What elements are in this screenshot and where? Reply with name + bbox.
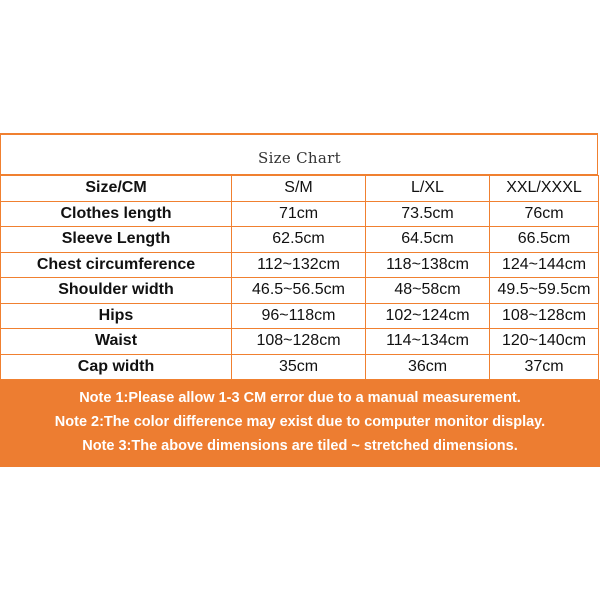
- table-cell: 46.5~56.5cm: [232, 278, 366, 304]
- header-cell-lxl: L/XL: [366, 176, 490, 202]
- row-label: Clothes length: [1, 201, 232, 227]
- table-cell: 108~128cm: [232, 329, 366, 355]
- table-row: [1, 278, 599, 304]
- note-3: Note 3:The above dimensions are tiled ~ stretched dimensions.: [82, 438, 518, 454]
- table-cell: 49.5~59.5cm: [490, 278, 599, 304]
- table-row: [1, 227, 599, 253]
- row-label: Waist: [1, 329, 232, 355]
- table-cell: 36cm: [366, 354, 490, 380]
- notes-banner: [0, 380, 600, 467]
- table-row: [1, 303, 599, 329]
- table-cell: 108~128cm: [490, 303, 599, 329]
- table-row: [1, 201, 599, 227]
- table-cell: 112~132cm: [232, 252, 366, 278]
- size-chart-title: Size Chart: [258, 149, 341, 167]
- table-cell: 64.5cm: [366, 227, 490, 253]
- table-cell: 71cm: [232, 201, 366, 227]
- table-cell: 62.5cm: [232, 227, 366, 253]
- table-cell: 114~134cm: [366, 329, 490, 355]
- note-2: Note 2:The color difference may exist due to computer monitor display.: [54, 414, 546, 430]
- table-cell: 35cm: [232, 354, 366, 380]
- header-cell-size: Size/CM: [1, 176, 232, 202]
- table-row: [1, 252, 599, 278]
- table-header-row: [1, 176, 599, 202]
- table-cell: 124~144cm: [490, 252, 599, 278]
- table-cell: 96~118cm: [232, 303, 366, 329]
- size-table: [0, 175, 599, 380]
- header-cell-xxl: XXL/XXXL: [490, 176, 599, 202]
- size-chart-title-row: [0, 133, 598, 175]
- row-label: Cap width: [1, 354, 232, 380]
- table-cell: 37cm: [490, 354, 599, 380]
- table-cell: 48~58cm: [366, 278, 490, 304]
- table-cell: 66.5cm: [490, 227, 599, 253]
- row-label: Shoulder width: [1, 278, 232, 304]
- row-label: Hips: [1, 303, 232, 329]
- row-label: Sleeve Length: [1, 227, 232, 253]
- table-cell: 118~138cm: [366, 252, 490, 278]
- table-cell: 73.5cm: [366, 201, 490, 227]
- row-label: Chest circumference: [1, 252, 232, 278]
- table-cell: 102~124cm: [366, 303, 490, 329]
- header-cell-sm: S/M: [232, 176, 366, 202]
- table-row: [1, 354, 599, 380]
- table-row: [1, 329, 599, 355]
- table-cell: 120~140cm: [490, 329, 599, 355]
- note-1: Note 1:Please allow 1-3 CM error due to a manual measurement.: [79, 390, 521, 406]
- size-chart: [0, 133, 600, 467]
- table-cell: 76cm: [490, 201, 599, 227]
